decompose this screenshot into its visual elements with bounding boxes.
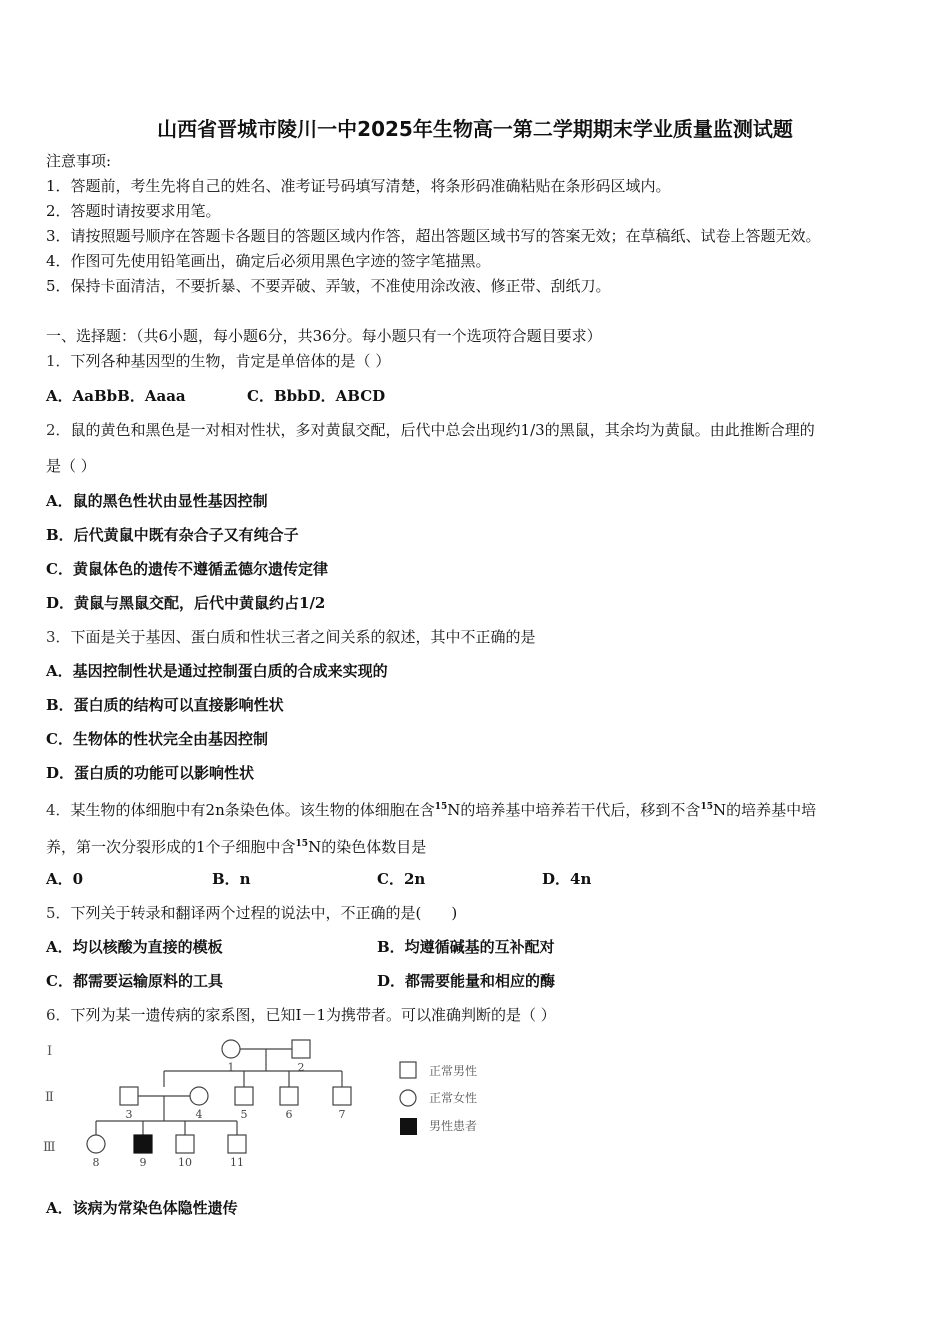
q5-option-c: C．都需要运输原料的工具 <box>46 972 223 990</box>
q2-option-d: D．黄鼠与黑鼠交配，后代中黄鼠约占1/2 <box>46 594 326 612</box>
notice-item: 4．作图可先使用铅笔画出，确定后必须用黑色字迹的签字笔描黑。 <box>46 252 491 270</box>
question-3 <box>46 627 536 647</box>
legend-normal-male-icon <box>400 1062 416 1078</box>
individual-number: 6 <box>285 1108 293 1121</box>
q3-option-c: C．生物体的性状完全由基因控制 <box>46 730 268 748</box>
q1-option-ab: A．AaBbB．Aaaa <box>46 387 186 405</box>
q2-option-b: B．后代黄鼠中既有杂合子又有纯合子 <box>46 526 299 544</box>
question-stem: 下列关于转录和翻译两个过程的说法中，不正确的是( ) <box>70 904 458 922</box>
pedigree-female-8 <box>87 1135 105 1153</box>
question-stem-cont <box>46 834 426 857</box>
pedigree-diagram <box>40 1035 500 1185</box>
pedigree-male-2 <box>292 1040 310 1058</box>
individual-number: 3 <box>125 1108 133 1121</box>
individual-number: 5 <box>240 1108 248 1121</box>
pedigree-male-7 <box>333 1087 351 1105</box>
question-stem: 养，第一次分裂形成的1个子细胞中含 <box>46 838 296 856</box>
legend-normal-female-icon <box>400 1090 416 1106</box>
q3-option-b: B．蛋白质的结构可以直接影响性状 <box>46 696 284 714</box>
individual-number: 7 <box>338 1108 346 1121</box>
pedigree-male-5 <box>235 1087 253 1105</box>
question-stem: 下面是关于基因、蛋白质和性状三者之间关系的叙述，其中不正确的是 <box>70 628 536 646</box>
question-5 <box>46 903 457 923</box>
question-stem: 下列各种基因型的生物，肯定是单倍体的是（ ） <box>70 352 391 370</box>
individual-number: 1 <box>227 1061 235 1074</box>
q3-option-d: D．蛋白质的功能可以影响性状 <box>46 764 255 782</box>
question-stem: 某生物的体细胞中有2n条染色体。该生物的体细胞在含 <box>70 801 435 819</box>
q4-option-c: C．2n <box>377 870 426 888</box>
q1-option-cd: C．BbbD．ABCD <box>247 387 386 405</box>
question-6 <box>46 1005 556 1025</box>
question-1 <box>46 351 390 371</box>
notice-item: 3．请按照题号顺序在答题卡各题目的答题区域内作答，超出答题区域书写的答案无效；在草稿纸、试卷上答题无效。 <box>46 227 821 245</box>
pedigree-female-4 <box>190 1087 208 1105</box>
individual-number: 4 <box>195 1108 203 1121</box>
legend-affected-male-icon <box>400 1118 417 1135</box>
pedigree-male-3 <box>120 1087 138 1105</box>
individual-number: 11 <box>230 1156 244 1169</box>
notice-item: 1．答题前，考生先将自己的姓名、准考证号码填写清楚，将条形码准确粘贴在条形码区域内。 <box>46 177 671 195</box>
legend-label: 正常男性 <box>429 1064 478 1078</box>
pedigree-male-10 <box>176 1135 194 1153</box>
q4-option-b: B．n <box>212 870 251 888</box>
question-4 <box>46 797 816 820</box>
question-number: 6． <box>46 1006 71 1024</box>
pedigree-affected-male-9 <box>134 1135 152 1153</box>
q2-option-c: C．黄鼠体色的遗传不遵循孟德尔遗传定律 <box>46 560 328 578</box>
q4-option-d: D．4n <box>542 870 592 888</box>
generation-label: Ⅱ <box>45 1090 54 1105</box>
question-number: 4． <box>46 801 71 819</box>
individual-number: 10 <box>178 1156 192 1169</box>
question-number: 5． <box>46 904 71 922</box>
notice-item: 2．答题时请按要求用笔。 <box>46 202 221 220</box>
question-stem: N的培养基中培 <box>712 801 817 819</box>
question-stem: 鼠的黄色和黑色是一对相对性状，多对黄鼠交配，后代中总会出现约1/3的黑鼠，其余均为黄鼠。由此推断合理的 <box>70 421 815 439</box>
pedigree-female-1 <box>222 1040 240 1058</box>
q5-option-b: B．均遵循碱基的互补配对 <box>377 938 555 956</box>
q2-option-a: A．鼠的黑色性状由显性基因控制 <box>46 492 268 510</box>
notice-heading: 注意事项: <box>46 152 112 170</box>
question-number: 1． <box>46 352 71 370</box>
question-number: 3． <box>46 628 71 646</box>
question-stem: N的染色体数目是 <box>308 838 427 856</box>
legend-label: 正常女性 <box>429 1091 478 1105</box>
generation-label: Ⅰ <box>47 1044 53 1059</box>
question-2 <box>46 420 815 440</box>
page-title: 山西省晋城市陵川一中2025年生物高一第二学期期末学业质量监测试题 <box>157 117 793 141</box>
section-heading: 一、选择题：（共6小题，每小题6分，共36分。每小题只有一个选项符合题目要求） <box>46 327 602 345</box>
question-stem: 下列为某一遗传病的家系图，已知Ⅰ－1为携带者。可以准确判断的是（ ） <box>70 1006 556 1024</box>
individual-number: 9 <box>139 1156 147 1169</box>
pedigree-male-11 <box>228 1135 246 1153</box>
individual-number: 8 <box>92 1156 100 1169</box>
isotope-superscript: 15 <box>295 839 309 849</box>
pedigree-male-6 <box>280 1087 298 1105</box>
isotope-superscript: 15 <box>700 802 713 812</box>
question-stem-cont: 是（ ） <box>46 457 96 475</box>
question-stem: N的培养基中培养若干代后，移到不含 <box>447 801 701 819</box>
generation-label: Ⅲ <box>43 1140 56 1155</box>
q3-option-a: A．基因控制性状是通过控制蛋白质的合成来实现的 <box>46 662 388 680</box>
notice-item: 5．保持卡面清洁，不要折暴、不要弄破、弄皱，不准使用涂改液、修正带、刮纸刀。 <box>46 277 611 295</box>
q6-option-a: A．该病为常染色体隐性遗传 <box>46 1199 238 1217</box>
individual-number: 2 <box>297 1061 305 1074</box>
question-number: 2． <box>46 421 71 439</box>
q4-option-a: A．0 <box>46 870 84 888</box>
q5-option-a: A．均以核酸为直接的模板 <box>46 938 223 956</box>
q5-option-d: D．都需要能量和相应的酶 <box>377 972 556 990</box>
isotope-superscript: 15 <box>434 802 448 812</box>
legend-label: 男性患者 <box>429 1119 478 1133</box>
